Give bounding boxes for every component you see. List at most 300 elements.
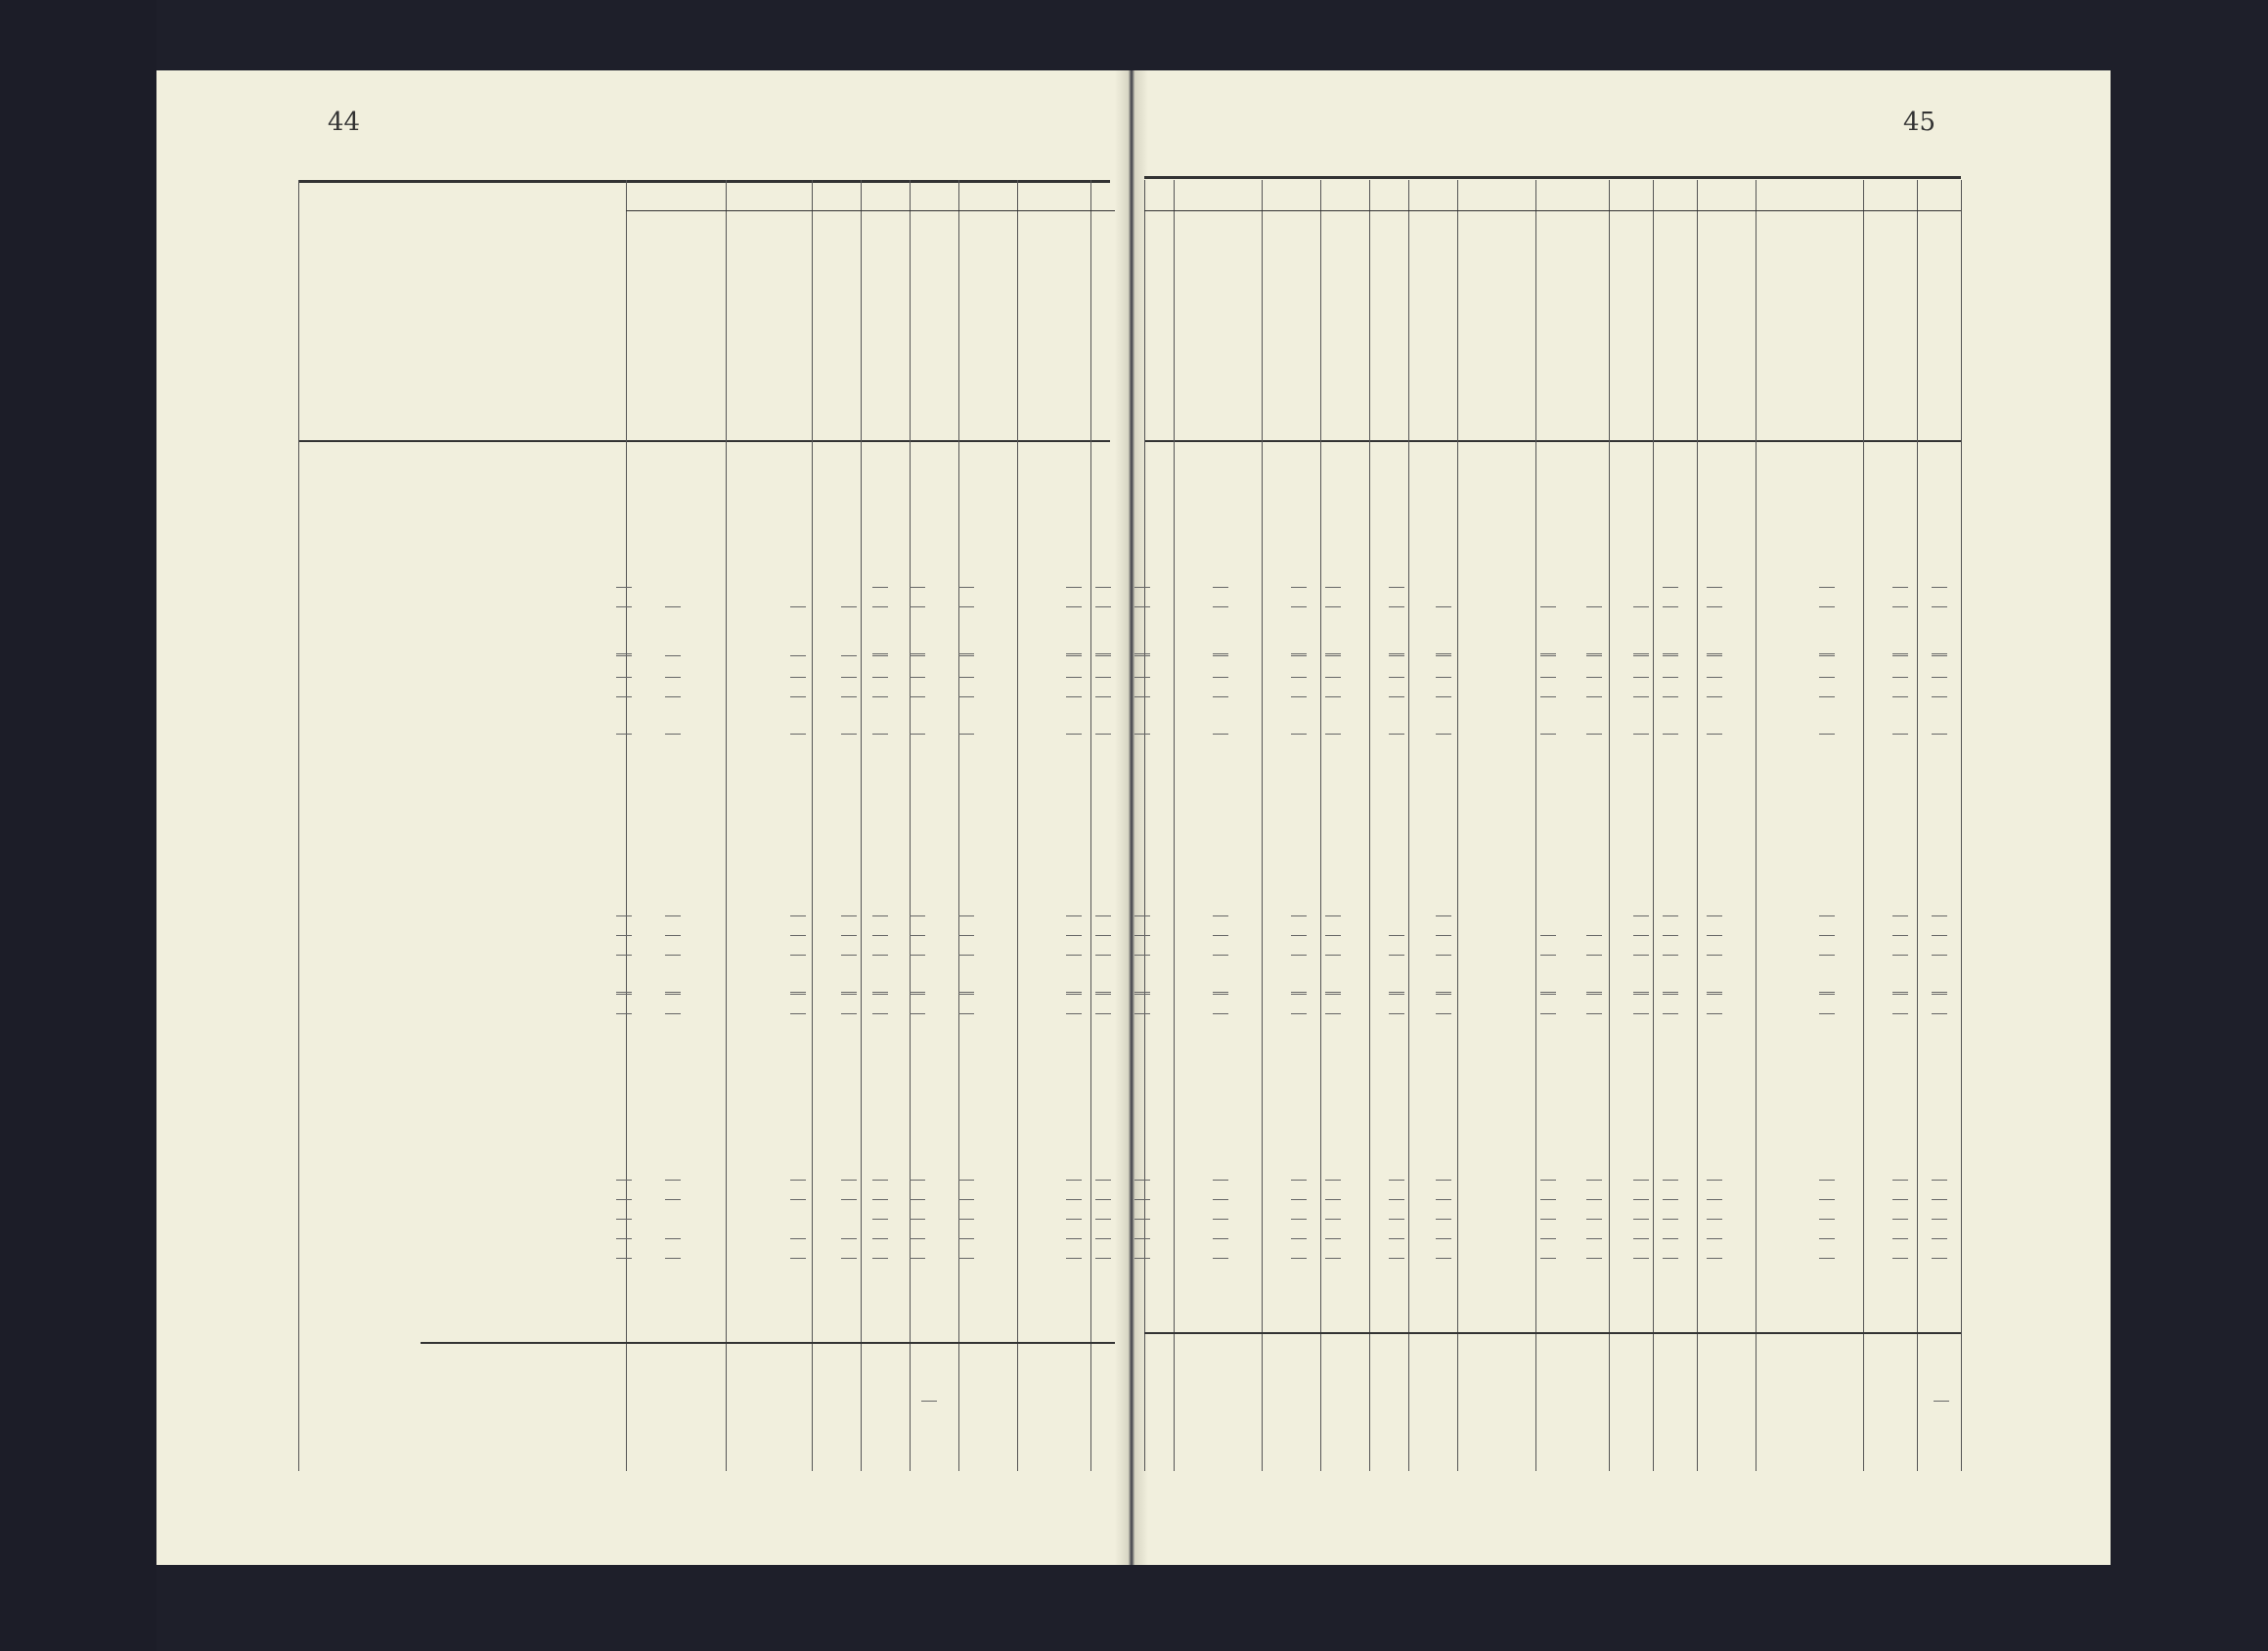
cell-dash [841, 677, 857, 678]
cell-dash [1932, 653, 1947, 654]
cell-dash [1066, 1199, 1082, 1200]
cell-dash [1663, 994, 1678, 995]
page-number-left: 44 [328, 108, 361, 137]
cell-dash [1134, 994, 1150, 995]
cell-dash [1291, 587, 1307, 588]
cell-dash [1291, 1199, 1307, 1200]
cell-dash [616, 1258, 632, 1259]
cell-dash [1066, 1180, 1082, 1181]
cell-dash [1095, 1219, 1111, 1220]
cell-dash [1436, 653, 1451, 654]
cell-dash [790, 734, 806, 735]
cell-dash [1291, 935, 1307, 936]
cell-dash [616, 1219, 632, 1220]
cell-dash [1389, 677, 1404, 678]
cell-dash [1892, 915, 1908, 916]
cell-dash [1095, 994, 1111, 995]
cell-dash [1325, 915, 1341, 916]
column-line [1144, 180, 1145, 1471]
cell-dash [1291, 696, 1307, 697]
cell-dash [872, 587, 888, 588]
cell-dash [1066, 992, 1082, 993]
cell-dash [1586, 1238, 1602, 1239]
cell-dash [910, 915, 925, 916]
cell-dash [1707, 734, 1722, 735]
cell-dash [1095, 655, 1111, 656]
cell-dash [665, 655, 681, 656]
cell-dash [1134, 653, 1150, 654]
cell-dash [1134, 1219, 1150, 1220]
cell-dash [958, 1219, 974, 1220]
cell-dash [958, 1199, 974, 1200]
page-right [1142, 70, 2111, 1565]
cell-dash [665, 1238, 681, 1239]
cell-dash [910, 734, 925, 735]
cell-dash [790, 677, 806, 678]
cell-dash [1325, 1199, 1341, 1200]
cell-dash [1134, 1013, 1150, 1014]
cell-dash [1633, 1180, 1649, 1181]
cell-dash [1066, 1238, 1082, 1239]
totals-rule-right [1144, 1332, 1961, 1334]
cell-dash [1663, 655, 1678, 656]
cell-dash [1633, 1219, 1649, 1220]
cell-dash [841, 655, 857, 656]
cell-dash [910, 1180, 925, 1181]
cell-dash [1892, 1238, 1908, 1239]
column-line [1756, 180, 1757, 1471]
cell-dash [1932, 1258, 1947, 1259]
cell-dash [1663, 935, 1678, 936]
cell-dash [1586, 1180, 1602, 1181]
cell-dash [1436, 1258, 1451, 1259]
column-line [1535, 180, 1536, 1471]
cell-dash [1325, 655, 1341, 656]
column-line [812, 180, 813, 1471]
column-line [1017, 180, 1018, 1471]
column-line [626, 180, 627, 1471]
cell-dash [958, 1180, 974, 1181]
cell-dash [1633, 606, 1649, 607]
cell-dash [1389, 1258, 1404, 1259]
column-line [1697, 180, 1698, 1471]
cell-dash [1066, 653, 1082, 654]
cell-dash [1325, 696, 1341, 697]
cell-dash [1291, 1219, 1307, 1220]
cell-dash [1436, 677, 1451, 678]
book-gutter [1115, 70, 1148, 1565]
cell-dash [1095, 653, 1111, 654]
cell-dash [1325, 1258, 1341, 1259]
cell-dash [841, 994, 857, 995]
cell-dash [841, 606, 857, 607]
cell-dash [1389, 935, 1404, 936]
cell-dash [1707, 992, 1722, 993]
cell-dash [1066, 955, 1082, 956]
cell-dash [958, 1013, 974, 1014]
cell-dash [790, 1238, 806, 1239]
cell-dash [790, 696, 806, 697]
cell-dash [910, 1238, 925, 1239]
cell-dash [841, 1238, 857, 1239]
cell-dash [790, 655, 806, 656]
cell-dash [790, 935, 806, 936]
cell-dash [790, 992, 806, 993]
cell-dash [1819, 1258, 1835, 1259]
cell-dash [872, 915, 888, 916]
cell-dash [1633, 1238, 1649, 1239]
cell-dash [910, 1013, 925, 1014]
cell-dash [1892, 992, 1908, 993]
cell-dash [1892, 1199, 1908, 1200]
cell-dash [1663, 1238, 1678, 1239]
cell-dash [1892, 955, 1908, 956]
cell-dash [1134, 935, 1150, 936]
cell-dash [872, 734, 888, 735]
cell-dash [872, 677, 888, 678]
cell-dash [872, 1199, 888, 1200]
totals-rule [421, 1342, 1115, 1344]
cell-dash [616, 587, 632, 588]
cell-dash [958, 655, 974, 656]
cell-dash [841, 734, 857, 735]
cell-dash [1095, 935, 1111, 936]
cell-dash [1892, 587, 1908, 588]
cell-dash [1291, 655, 1307, 656]
cell-dash [1134, 734, 1150, 735]
cell-dash [1389, 992, 1404, 993]
cell-dash [1436, 1238, 1451, 1239]
cell-dash [958, 992, 974, 993]
cell-dash [1291, 1258, 1307, 1259]
cell-dash [1633, 1258, 1649, 1259]
cell-dash [1892, 653, 1908, 654]
cell-dash [1213, 1219, 1228, 1220]
cell-dash [910, 655, 925, 656]
cell-dash [1540, 653, 1556, 654]
cell-dash [1095, 696, 1111, 697]
cell-dash [665, 696, 681, 697]
cell-dash [1663, 587, 1678, 588]
cell-dash [1066, 994, 1082, 995]
cell-dash [1134, 1258, 1150, 1259]
cell-dash [1819, 696, 1835, 697]
cell-dash [1707, 1180, 1722, 1181]
cell-dash [1095, 992, 1111, 993]
cell-dash [1540, 1219, 1556, 1220]
cell-dash [910, 587, 925, 588]
cell-dash [910, 1258, 925, 1259]
cell-dash [1932, 1180, 1947, 1181]
header-bottom-rule [298, 440, 1110, 442]
column-line [1863, 180, 1864, 1471]
cell-dash [1325, 1180, 1341, 1181]
cell-dash [1932, 606, 1947, 607]
cell-dash [1586, 1013, 1602, 1014]
group-header-rule [910, 210, 1115, 211]
cell-dash [958, 1238, 974, 1239]
cell-dash [1663, 1180, 1678, 1181]
cell-dash [616, 653, 632, 654]
cell-dash [616, 1180, 632, 1181]
cell-dash [1707, 1238, 1722, 1239]
cell-dash [1325, 935, 1341, 936]
cell-dash [1291, 677, 1307, 678]
cell-dash [616, 696, 632, 697]
group-header-rule [1369, 210, 1658, 211]
cell-dash [1540, 994, 1556, 995]
cell-dash [1932, 1199, 1947, 1200]
cell-dash [1819, 587, 1835, 588]
cell-dash [1819, 1013, 1835, 1014]
cell-dash [790, 915, 806, 916]
cell-dash [1291, 955, 1307, 956]
cell-dash [1066, 1258, 1082, 1259]
cell-dash [1586, 1258, 1602, 1259]
column-line [726, 180, 727, 1471]
column-line [1262, 180, 1263, 1471]
cell-dash [1540, 734, 1556, 735]
group-header-rule [626, 210, 910, 211]
cell-dash [1134, 955, 1150, 956]
cell-dash [1892, 1219, 1908, 1220]
cell-dash [1066, 587, 1082, 588]
column-line [1369, 180, 1370, 1471]
cell-dash [1066, 1219, 1082, 1220]
cell-dash [616, 606, 632, 607]
column-line [861, 180, 862, 1471]
cell-dash [1389, 734, 1404, 735]
cell-dash [1291, 1013, 1307, 1014]
cell-dash [1134, 1199, 1150, 1200]
cell-dash [1325, 653, 1341, 654]
cell-dash [1436, 915, 1451, 916]
cell-dash [1819, 677, 1835, 678]
cell-dash [616, 1199, 632, 1200]
cell-dash [1663, 734, 1678, 735]
cell-dash [1213, 606, 1228, 607]
cell-dash [1436, 1180, 1451, 1181]
cell-dash [1291, 992, 1307, 993]
cell-dash [1633, 655, 1649, 656]
cell-dash [1540, 1258, 1556, 1259]
cell-dash [616, 955, 632, 956]
cell-dash [1892, 1013, 1908, 1014]
cell-dash [1213, 677, 1228, 678]
cell-dash [665, 994, 681, 995]
column-line [910, 180, 911, 1471]
cell-dash [665, 915, 681, 916]
cell-dash [1586, 994, 1602, 995]
cell-dash [910, 653, 925, 654]
cell-dash [841, 992, 857, 993]
cell-dash [1095, 1199, 1111, 1200]
cell-dash [1325, 677, 1341, 678]
cell-dash [1389, 1219, 1404, 1220]
cell-dash [1325, 734, 1341, 735]
cell-dash [1389, 1238, 1404, 1239]
cell-dash [1325, 1238, 1341, 1239]
cell-dash [1819, 653, 1835, 654]
cell-dash [1066, 935, 1082, 936]
cell-dash [1540, 992, 1556, 993]
cell-dash [1095, 587, 1111, 588]
cell-dash [1291, 1238, 1307, 1239]
cell-dash [1586, 1199, 1602, 1200]
cell-dash [616, 677, 632, 678]
cell-dash [1389, 606, 1404, 607]
cell-dash [1436, 1199, 1451, 1200]
cell-dash [1540, 1180, 1556, 1181]
cell-dash [958, 915, 974, 916]
cell-dash [665, 677, 681, 678]
cell-dash [1325, 1013, 1341, 1014]
cell-dash [790, 606, 806, 607]
cell-dash [1291, 1180, 1307, 1181]
cell-dash [1095, 677, 1111, 678]
cell-dash [1389, 587, 1404, 588]
cell-dash [1586, 606, 1602, 607]
cell-dash [1892, 677, 1908, 678]
cell-dash [1134, 655, 1150, 656]
cell-dash [1663, 696, 1678, 697]
cell-dash [1586, 734, 1602, 735]
cell-dash [1932, 1013, 1947, 1014]
cell-dash [1932, 734, 1947, 735]
page-left [156, 70, 1127, 1565]
cell-dash [1213, 587, 1228, 588]
cell-dash [1663, 1258, 1678, 1259]
column-line [1457, 180, 1458, 1471]
cell-dash [1633, 915, 1649, 916]
cell-dash [1633, 935, 1649, 936]
cell-dash [1540, 935, 1556, 936]
cell-dash [1707, 955, 1722, 956]
cell-dash [665, 734, 681, 735]
cell-dash [1633, 696, 1649, 697]
cell-dash [1134, 915, 1150, 916]
cell-dash [1663, 992, 1678, 993]
cell-dash [1819, 1219, 1835, 1220]
cell-dash [1436, 935, 1451, 936]
cell-dash [1663, 606, 1678, 607]
column-line [1961, 180, 1962, 1471]
page-number-right: 45 [1903, 108, 1936, 137]
cell-dash [1134, 677, 1150, 678]
cell-dash [1707, 1199, 1722, 1200]
cell-dash [1707, 935, 1722, 936]
cell-dash [1436, 992, 1451, 993]
cell-dash [1663, 955, 1678, 956]
cell-dash [665, 955, 681, 956]
cell-dash [790, 1180, 806, 1181]
cell-dash [1095, 955, 1111, 956]
column-line [1609, 180, 1610, 1471]
cell-dash [872, 1180, 888, 1181]
cell-dash [1707, 653, 1722, 654]
cell-dash [1633, 677, 1649, 678]
cell-dash [841, 1199, 857, 1200]
cell-dash [1586, 1219, 1602, 1220]
cell-dash [665, 1180, 681, 1181]
cell-dash [1932, 915, 1947, 916]
cell-dash [1134, 1180, 1150, 1181]
cell-dash [616, 994, 632, 995]
cell-dash [958, 994, 974, 995]
cell-dash [1633, 653, 1649, 654]
cell-dash [1389, 653, 1404, 654]
cell-dash [1819, 935, 1835, 936]
cell-dash [665, 1258, 681, 1259]
cell-dash [1540, 655, 1556, 656]
cell-dash [1066, 734, 1082, 735]
cell-dash [958, 734, 974, 735]
column-line [1174, 180, 1175, 1471]
cell-dash [1066, 915, 1082, 916]
cell-dash [1325, 992, 1341, 993]
cell-dash [1540, 1013, 1556, 1014]
table-top-rule [298, 180, 1110, 183]
cell-dash [1819, 915, 1835, 916]
cell-dash [1095, 606, 1111, 607]
cell-dash [872, 696, 888, 697]
cell-dash [1663, 653, 1678, 654]
cell-dash [1095, 1258, 1111, 1259]
cell-dash [1436, 1219, 1451, 1220]
cell-dash [1819, 655, 1835, 656]
cell-dash [1932, 994, 1947, 995]
cell-dash [616, 915, 632, 916]
cell-dash [1436, 955, 1451, 956]
cell-dash [616, 992, 632, 993]
cell-dash [1389, 655, 1404, 656]
cell-dash [1892, 734, 1908, 735]
cell-dash [958, 1258, 974, 1259]
column-line [1090, 180, 1091, 1471]
cell-dash [1819, 992, 1835, 993]
cell-dash [1134, 992, 1150, 993]
cell-dash [841, 1180, 857, 1181]
cell-dash [1707, 915, 1722, 916]
cell-dash [616, 734, 632, 735]
cell-dash [841, 915, 857, 916]
cell-dash [1892, 606, 1908, 607]
cell-dash [1389, 1180, 1404, 1181]
cell-dash [910, 606, 925, 607]
group-header-rule [1144, 210, 1369, 211]
cell-dash [1095, 734, 1111, 735]
cell-dash [841, 1013, 857, 1014]
header-bottom-rule-right [1144, 440, 1961, 442]
cell-dash [1819, 1199, 1835, 1200]
cell-dash [1819, 1180, 1835, 1181]
cell-dash [958, 955, 974, 956]
column-line [1320, 180, 1321, 1471]
cell-dash [1707, 1219, 1722, 1220]
cell-dash [1325, 606, 1341, 607]
background [0, 0, 156, 1651]
cell-dash [1213, 653, 1228, 654]
cell-dash [1540, 606, 1556, 607]
cell-dash [872, 955, 888, 956]
cell-dash [1291, 994, 1307, 995]
cell-dash [1633, 994, 1649, 995]
cell-dash [1707, 696, 1722, 697]
cell-dash [1325, 955, 1341, 956]
cell-dash [616, 935, 632, 936]
cell-dash [1134, 606, 1150, 607]
cell-dash [1389, 955, 1404, 956]
